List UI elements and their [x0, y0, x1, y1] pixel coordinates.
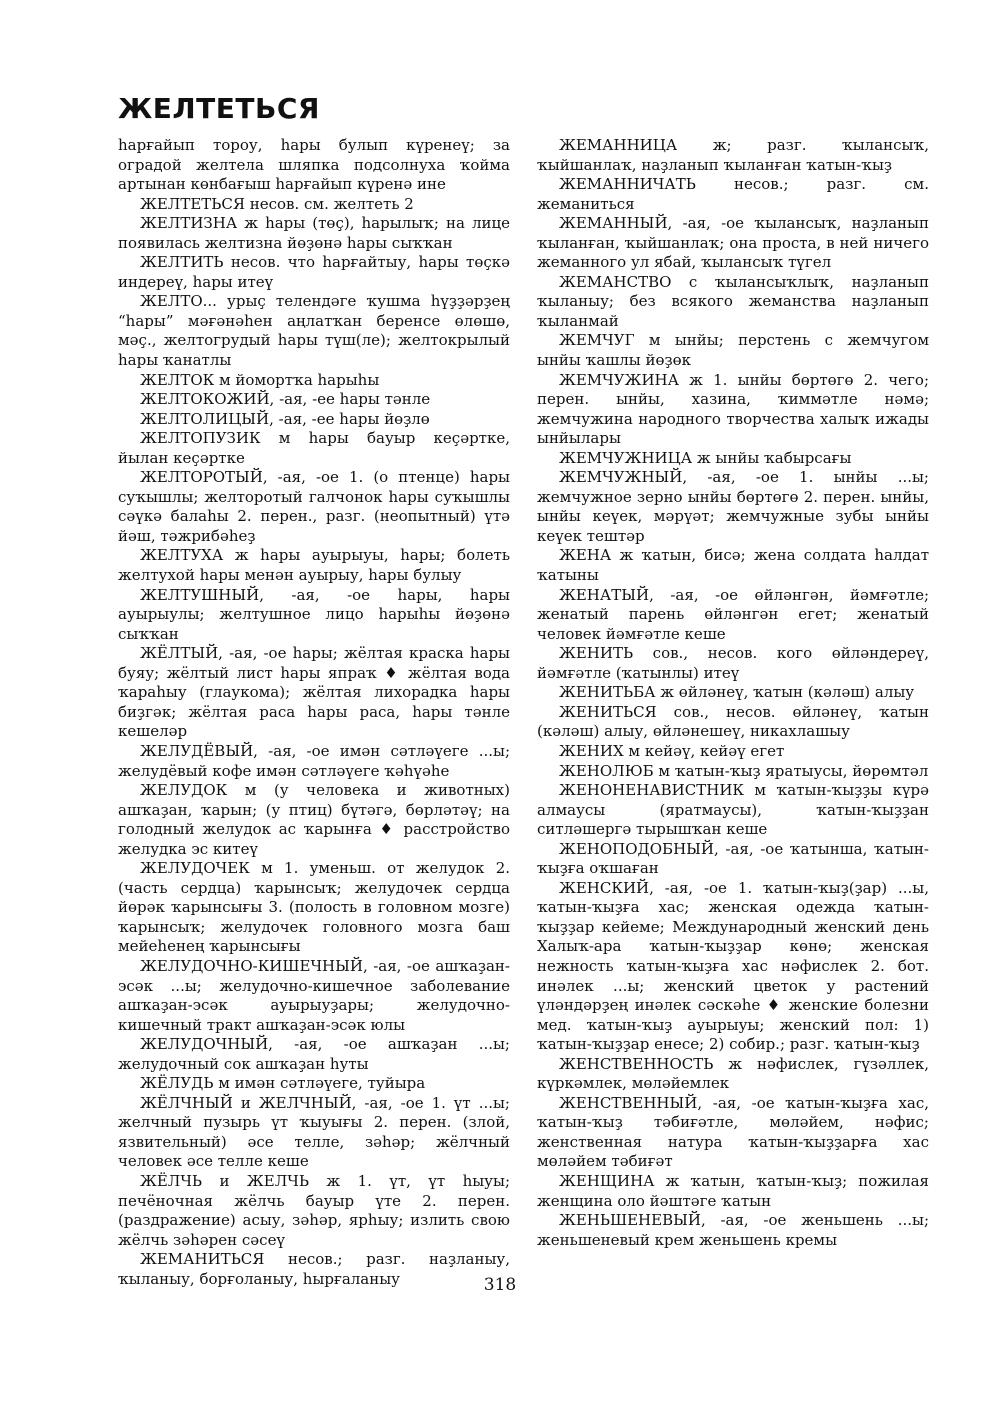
entry: ЖЕНОЛЮБ м ҡатын-ҡыҙ яратыусы, йөрөмтәл	[559, 761, 929, 780]
right-column	[537, 136, 929, 1250]
entry: ЖЕМЧУГ м ынйы; перстень с жемчугом ынйы ҡашлы йөҙөк	[537, 331, 929, 370]
entry: ЖЕЛТУХА ж һары ауырыуы, һары; болеть желтухой һары менән ауырыу, һары булыу	[118, 546, 510, 585]
entry: ЖЕНИХ м кейәү, кейәү егет	[559, 741, 785, 760]
entry: ЖЕЛУДЁВЫЙ, -ая, -ое имән сәтләүеге ...ы; желудёвый кофе имән сәтләүеге ҡәһүәһе	[118, 741, 510, 780]
entry: ЖЕЛТО... урыҫ телендәге ҡушма һүҙҙәрҙең “һары” мәғәнәһен аңлатҡан беренсе өлөшө, мәҫ., желтогрудый һары түш(ле); желтокрылый һары ҡанатлы	[118, 292, 510, 370]
entry: ЖЕНСКИЙ, -ая, -ое 1. ҡатын-ҡыҙ(ҙар) ...ы, ҡатын-ҡыҙға хас; женская одежда ҡатын-ҡыҙҙар кейеме; Международный женский день Халыҡ-ара ҡатын-ҡыҙҙар көнө; женская нежность ҡатын-ҡыҙға хас нәфислек 2. бот. инәлек ...ы; женский цветок у растений үләндәрҙең инәлек сәскәһе ♦ женские болезни мед. ҡатын-ҡыҙ ауырыуы; женский пол: 1) ҡатын-ҡыҙҙар енесе; 2) собир.; разг. ҡатын-ҡыҙ	[537, 878, 929, 1054]
entry: ЖЕМАНСТВО с ҡылансыҡлыҡ, наҙланып ҡыланыу; без всякого жеманства наҙланып ҡыланмай	[537, 272, 929, 330]
entry: ЖЕЛТУШНЫЙ, -ая, -ое һары, һары ауырыулы; желтушное лицо һарыһы йөҙөнә сыҡҡан	[118, 585, 510, 643]
entry: ЖЁЛТЫЙ, -ая, -ое һары; жёлтая краска һары буяу; жёлтый лист һары япраҡ ♦ жёлтая вода ҡараһыу (глаукома); жёлтая лихорадка һары биҙгәк; жёлтая раса һары раса, һары тәнле кешеләр	[118, 644, 510, 741]
entry: ЖЕЛТОЛИЦЫЙ, -ая, -ее һары йөҙлө	[140, 409, 430, 428]
entry: ЖЕНЬШЕНЕВЫЙ, -ая, -ое женьшень ...ы; женьшеневый крем женьшень кремы	[537, 1211, 929, 1249]
entry: ЖЕНИТЬ сов., несов. кого өйләндереү, йәмғәтле (ҡатынлы) итеү	[537, 644, 929, 682]
entry: ЖЕНЩИНА ж ҡатын, ҡатын-ҡыҙ; пожилая женщина оло йәштәге ҡатын	[537, 1171, 929, 1210]
entry: ЖЕНСТВЕННЫЙ, -ая, -ое ҡатын-ҡыҙға хас, ҡатын-ҡыҙ тәбиғәтле, мөләйем, нәфис; женственная натура ҡатын-ҡыҙҙарға хас мөләйем тәбиғәт	[537, 1093, 929, 1171]
entry: ЖЕМЧУЖИНА ж 1. ынйы бөртөгө 2. чего; перен. ынйы, хазина, ҡиммәтле нәмә; жемчужина народного творчества халыҡ ижады ынйылары	[537, 370, 929, 448]
entry: ЖЕНАТЫЙ, -ая, -ое өйләнгән, йәмғәтле; женатый парень өйләнгән егет; женатый человек йәмғәтле кеше	[537, 585, 929, 643]
running-header: ЖЕЛТЕТЬСЯ	[118, 92, 320, 125]
entry: ЖЕЛУДОК м (у человека и животных) ашҡаҙан, ҡарын; (у птиц) бүтәгә, бөрләтәү; на голодный желудок ас ҡарынға ♦ расстройство желудка эс китеү	[118, 781, 510, 858]
entry: ЖЕЛТОРОТЫЙ, -ая, -ое 1. (о птенце) һары суҡышлы; желторотый галчонок һары суҡышлы сәүкә балаһы 2. перен., разг. (неопытный) үтә йәш, тәжрибәһеҙ	[118, 468, 510, 545]
entry: ЖЕЛТИТЬ несов. что һарғайтыу, һары төҫкә индереү, һары итеү	[118, 253, 510, 291]
entry: ЖЕНСТВЕННОСТЬ ж нәфислек, гүзәллек, күркәмлек, мөләйемлек	[537, 1054, 929, 1093]
entry: ЖЕЛТОКОЖИЙ, -ая, -ее һары тәнле	[140, 390, 431, 409]
entry: ЖЕЛТОК м йомортҡа һарыһы	[140, 370, 380, 389]
entry: ЖЕЛУДОЧЕК м 1. уменьш. от желудок 2. (часть сердца) ҡарынсыҡ; желудочек сердца йөрәк ҡарынсығы 3. (полость в головном мозге) ҡарынсыҡ; желудочек головного мозга баш мейеһенең ҡарынсығы	[118, 859, 510, 956]
entry: ЖЕЛТЕТЬСЯ несов. см. желтеть 2	[140, 194, 414, 213]
page-number: 318	[483, 1275, 517, 1295]
entry: ЖЁЛУДЬ м имән сәтләүеге, туйыра	[140, 1074, 426, 1093]
entry: ЖЁЛЧЬ и ЖЕЛЧЬ ж 1. үт, үт һыуы; печёночная жёлчь бауыр үте 2. перен. (раздражение) асыу, зәһәр, ярһыу; излить свою жёлчь зәһәрен сәсеү	[118, 1171, 510, 1249]
left-column	[118, 136, 510, 1289]
entry: ЖЕНИТЬСЯ сов., несов. өйләнеү, ҡатын (кәләш) алыу, өйләнешеү, никахлашыу	[537, 702, 929, 741]
entry-continuation: һарғайып тороу, һары булып күренеү; за оградой желтела шляпка подсолнуха ҡойма артынан көнбағыш һарғайып күренә ине	[118, 136, 510, 194]
entry: ЖЕЛУДОЧНЫЙ, -ая, -ое ашҡаҙан ...ы; желудочный сок ашҡаҙан һуты	[118, 1035, 510, 1073]
entry: ЖЕНИТЬБА ж өйләнеү, ҡатын (кәләш) алыу	[559, 683, 915, 702]
entry: ЖЕНА ж ҡатын, бисә; жена солдата һалдат ҡатыны	[537, 546, 929, 585]
entry: ЖЕЛУДОЧНО-КИШЕЧНЫЙ, -ая, -ое ашҡаҙан-эсәк ...ы; желудочно-кишечное заболевание ашҡаҙан-эсәк ауырыуҙары; желудочно-кишечный тракт ашҡаҙан-эсәк юлы	[118, 956, 510, 1034]
entry: ЖЕНОНЕНАВИСТНИК м ҡатын-ҡыҙҙы күрә алмаусы (яратмаусы), ҡатын-ҡыҙҙан ситләшергә тырышҡан кеше	[537, 781, 929, 839]
entry: ЖЕЛТОПУЗИК м һары бауыр кеҫәртке, йылан кеҫәртке	[118, 429, 510, 467]
entry: ЖЕМЧУЖНЫЙ, -ая, -ое 1. ынйы ...ы; жемчужное зерно ынйы бөртөгө 2. перен. ынйы, ынйы кеүек, мәрүәт; жемчужные зубы ынйы кеүек тештәр	[537, 468, 929, 545]
entry: ЖЕМАНИТЬСЯ несов.; разг. наҙланыу, ҡыланыу, борғоланыу, һырғаланыу	[118, 1250, 510, 1288]
entry: ЖЁЛЧНЫЙ и ЖЕЛЧНЫЙ, -ая, -ое 1. үт ...ы; желчный пузырь үт ҡыуығы 2. перен. (злой, язвительный) әсе телле, зәһәр; жёлчный человек әсе телле кеше	[118, 1093, 510, 1171]
entry: ЖЕМАННИЦА ж; разг. ҡылансыҡ, ҡыйшанлаҡ, наҙланып ҡыланған ҡатын-ҡыҙ	[537, 136, 929, 174]
entry: ЖЕМАННЫЙ, -ая, -ое ҡылансыҡ, наҙланып ҡыланған, ҡыйшанлаҡ; она проста, в ней ничего жеманного ул ябай, ҡылансыҡ түгел	[537, 214, 929, 272]
entry: ЖЕМЧУЖНИЦА ж ынйы ҡабырсағы	[559, 448, 852, 467]
entry: ЖЕЛТИЗНА ж һары (төҫ), һарылыҡ; на лице появилась желтизна йөҙөнә һары сыҡҡан	[118, 214, 510, 252]
entry: ЖЕНОПОДОБНЫЙ, -ая, -ое ҡатынша, ҡатын-ҡыҙға оҡшаған	[537, 839, 929, 878]
entry: ЖЕМАННИЧАТЬ несов.; разг. см. жеманиться	[537, 175, 929, 213]
